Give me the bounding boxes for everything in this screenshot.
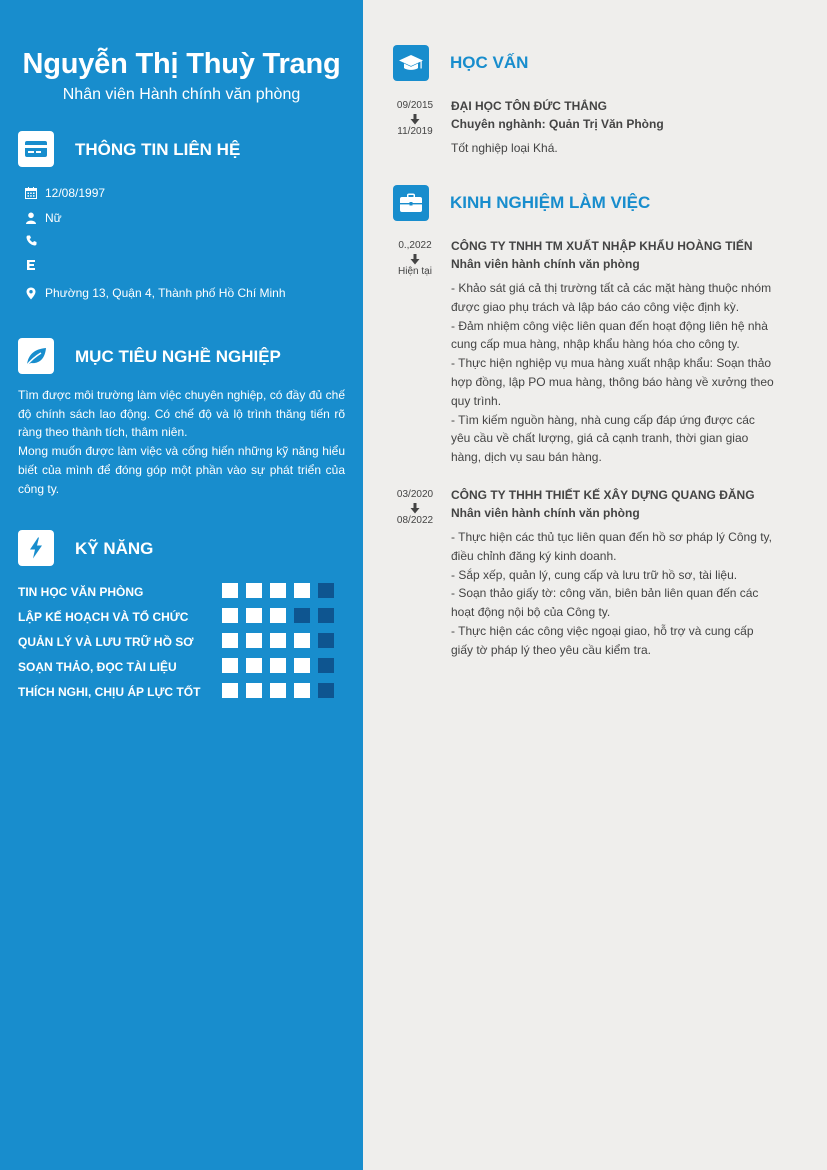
- company-name: CÔNG TY THHH THIẾT KẾ XÂY DỰNG QUANG ĐĂNG: [451, 488, 755, 502]
- contact-birthday: [24, 186, 105, 200]
- skill-level-dot-filled: [294, 583, 310, 598]
- skill-level-dot-filled: [270, 658, 286, 673]
- skill-label: LẬP KẾ HOẠCH VÀ TỔ CHỨC: [18, 610, 189, 624]
- map-pin-icon: [24, 286, 38, 300]
- candidate-name: Nguyễn Thị Thuỳ Trang: [22, 48, 341, 80]
- contact-section-title: THÔNG TIN LIÊN HỆ: [75, 140, 241, 159]
- education-note: Tốt nghiệp loại Khá.: [451, 141, 558, 155]
- briefcase-icon: [393, 185, 429, 221]
- skill-label: QUẢN LÝ VÀ LƯU TRỮ HỒ SƠ: [18, 635, 194, 649]
- address-value: Phường 13, Quận 4, Thành phố Hồ Chí Minh: [45, 286, 286, 300]
- skill-level-meter: [222, 658, 334, 673]
- objective-paragraph-2: Mong muốn được làm việc và cống hiến những kỹ năng hiểu biết của mình để đóng góp một phần vào sự phát triển của công ty.: [18, 444, 345, 496]
- experience-start: 0.,2022: [398, 240, 432, 251]
- skill-level-dot-filled: [246, 583, 262, 598]
- skill-level-dot-empty: [318, 583, 334, 598]
- skill-level-dot-filled: [294, 683, 310, 698]
- contact-address: [24, 286, 286, 300]
- experience-end: 08/2022: [396, 515, 434, 526]
- objective-section-title: MỤC TIÊU NGHỀ NGHIỆP: [75, 347, 281, 366]
- contact-email: [24, 258, 45, 272]
- skill-level-dot-filled: [222, 583, 238, 598]
- skill-level-meter: [222, 608, 334, 623]
- contact-gender: [24, 211, 62, 225]
- education-entry: [451, 99, 776, 158]
- skill-level-dot-filled: [246, 683, 262, 698]
- skill-level-dot-filled: [294, 658, 310, 673]
- arrow-down-icon: [410, 114, 420, 125]
- lightning-icon: [18, 530, 54, 566]
- email-icon: [24, 258, 38, 272]
- job-bullet: - Thực hiện các thủ tục liên quan đến hồ sơ pháp lý Công ty, điều chỉnh đăng ký kinh doanh.: [451, 530, 772, 563]
- skill-level-dot-filled: [246, 658, 262, 673]
- experience-section-title: KINH NGHIỆM LÀM VIỆC: [450, 193, 651, 212]
- job-description: [451, 279, 776, 467]
- job-bullet: - Thực hiện các công việc ngoại giao, hỗ trợ và cung cấp giấy tờ pháp lý theo yêu cầu kiểm tra.: [451, 623, 754, 657]
- calendar-icon: [24, 186, 38, 200]
- skill-level-dot-filled: [222, 633, 238, 648]
- school-name: ĐẠI HỌC TÔN ĐỨC THẮNG: [451, 99, 607, 113]
- skill-level-dot-filled: [222, 608, 238, 623]
- skill-level-dot-filled: [222, 658, 238, 673]
- skill-level-dot-filled: [270, 583, 286, 598]
- experience-dates: [389, 488, 441, 528]
- experience-start: 03/2020: [396, 489, 434, 500]
- phone-icon: [24, 233, 38, 247]
- leaf-icon: [18, 338, 54, 374]
- skill-level-dot-filled: [222, 683, 238, 698]
- job-bullet: - Sắp xếp, quản lý, cung cấp và lưu trữ hồ sơ, tài liệu.: [451, 567, 738, 582]
- experience-entry: [451, 488, 776, 660]
- skill-level-dot-filled: [270, 683, 286, 698]
- left-column: [0, 0, 363, 1170]
- skill-row: [18, 583, 338, 601]
- company-name: CÔNG TY TNHH TM XUẤT NHẬP KHẨU HOÀNG TIẾN: [451, 239, 753, 253]
- contact-phone: [24, 233, 45, 247]
- experience-end: Hiện tại: [398, 266, 432, 277]
- job-role: Nhân viên hành chính văn phòng: [451, 257, 640, 271]
- skill-level-dot-filled: [270, 608, 286, 623]
- skill-level-dot-empty: [318, 658, 334, 673]
- experience-entry: [451, 239, 776, 467]
- skill-level-dot-filled: [246, 633, 262, 648]
- gender-value: Nữ: [45, 211, 62, 225]
- skill-label: TIN HỌC VĂN PHÒNG: [18, 585, 144, 599]
- right-column: [363, 0, 827, 1170]
- skill-level-dot-empty: [318, 633, 334, 648]
- candidate-job-title: Nhân viên Hành chính văn phòng: [62, 86, 301, 103]
- skill-row: [18, 683, 338, 701]
- experience-dates: [389, 239, 441, 279]
- skill-level-dot-filled: [246, 608, 262, 623]
- contact-card-icon: [18, 131, 54, 167]
- education-dates: [389, 99, 441, 139]
- job-bullet: - Thực hiện nghiệp vụ mua hàng xuất nhập khẩu: Soạn thảo hợp đồng, lập PO mua hàng, thông báo hàng về xưởng theo quy trình.: [451, 356, 774, 408]
- job-description: [451, 528, 776, 660]
- skill-level-dot-filled: [294, 633, 310, 648]
- education-start: 09/2015: [396, 100, 434, 111]
- arrow-down-icon: [410, 503, 420, 514]
- skills-section-title: KỸ NĂNG: [75, 539, 154, 558]
- school-major: Chuyên nghành: Quản Trị Văn Phòng: [451, 117, 664, 131]
- job-bullet: - Tìm kiếm nguồn hàng, nhà cung cấp đáp ứng được các yêu cầu về chất lượng, giá cả cạnh tranh, thời gian giao hàng, dịch vụ sau bán hàng.: [451, 412, 755, 465]
- birthday-value: 12/08/1997: [45, 186, 106, 200]
- education-section-title: HỌC VẤN: [450, 53, 529, 72]
- job-bullet: - Soạn thảo giấy tờ: công văn, biên bản liên quan đến các hoạt động nội bộ của Công ty.: [451, 586, 759, 620]
- arrow-down-icon: [410, 254, 420, 265]
- skill-row: [18, 608, 338, 626]
- skill-level-dot-empty: [318, 608, 334, 623]
- skill-label: SOẠN THẢO, ĐỌC TÀI LIỆU: [18, 660, 177, 674]
- skill-row: [18, 658, 338, 676]
- job-bullet: - Đảm nhiệm công việc liên quan đến hoạt động liên hệ nhà cung cấp mua hàng, nhập khẩu hàng hóa cho công ty.: [451, 318, 768, 352]
- graduation-cap-icon: [393, 45, 429, 81]
- skill-level-meter: [222, 633, 334, 648]
- skill-row: [18, 633, 338, 651]
- job-bullet: - Khảo sát giá cả thị trường tất cả các mặt hàng thuộc nhóm được giao phụ trách và lập báo cáo công việc định kỳ.: [451, 281, 772, 314]
- skill-level-dot-empty: [294, 608, 310, 623]
- skill-level-dot-empty: [318, 683, 334, 698]
- skill-level-meter: [222, 583, 334, 598]
- objective-paragraph-1: Tìm được môi trường làm việc chuyên nghiệp, có đầy đủ chế độ chính sách lao động. Có chế độ và lộ trình thăng tiến rõ ràng theo thành tích, thâm niên.: [18, 388, 345, 440]
- education-end: 11/2019: [397, 126, 433, 137]
- objective-text: [18, 386, 345, 498]
- job-role: Nhân viên hành chính văn phòng: [451, 506, 640, 520]
- skill-level-meter: [222, 683, 334, 698]
- user-icon: [24, 211, 38, 225]
- skill-level-dot-filled: [270, 633, 286, 648]
- skill-label: THÍCH NGHI, CHỊU ÁP LỰC TỐT: [18, 685, 201, 699]
